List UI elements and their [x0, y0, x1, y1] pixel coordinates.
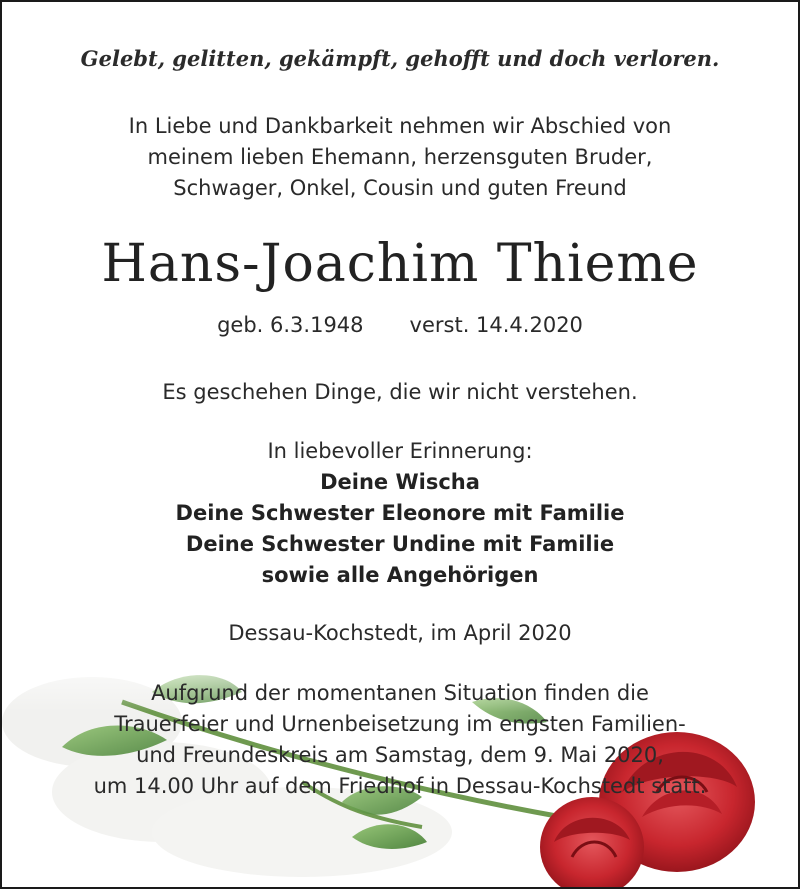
intro-line: meinem lieben Ehemann, herzensguten Bruder,: [147, 145, 653, 169]
mourner: Deine Wischa: [320, 470, 480, 494]
place-date: [2, 618, 798, 649]
quote-text: Es geschehen Dinge, die wir nicht verstehen.: [162, 380, 638, 404]
signoff-heading: In liebevoller Erinnerung:: [267, 439, 533, 463]
life-dates: [2, 310, 798, 341]
death-date: verst. 14.4.2020: [409, 313, 583, 337]
place-date-text: Dessau-Kochstedt, im April 2020: [228, 621, 572, 645]
notice-line: Trauerfeier und Urnenbeisetzung im engsten Familien-: [114, 712, 686, 736]
mourners-block: [2, 436, 798, 591]
notice-line: und Freundeskreis am Samstag, dem 9. Mai 2020,: [136, 743, 664, 767]
mourner: Deine Schwester Undine mit Familie: [185, 532, 615, 556]
intro-line: In Liebe und Dankbarkeit nehmen wir Abschied von: [128, 114, 672, 138]
notice-line: um 14.00 Uhr auf dem Friedhof in Dessau-Kochstedt statt.: [93, 774, 707, 798]
notice-line: Aufgrund der momentanen Situation finden die: [151, 681, 649, 705]
intro-line: Schwager, Onkel, Cousin und guten Freund: [173, 176, 627, 200]
mourner: Deine Schwester Eleonore mit Familie: [175, 501, 625, 525]
intro-text: [2, 111, 798, 204]
motto: Gelebt, gelitten, gekämpft, gehofft und doch verloren.: [80, 46, 720, 71]
quote: [2, 377, 798, 408]
mourner: sowie alle Angehörigen: [261, 563, 539, 587]
funeral-notice: [2, 678, 798, 802]
birth-date: geb. 6.3.1948: [217, 313, 364, 337]
deceased-name: Hans-Joachim Thieme: [101, 234, 699, 294]
